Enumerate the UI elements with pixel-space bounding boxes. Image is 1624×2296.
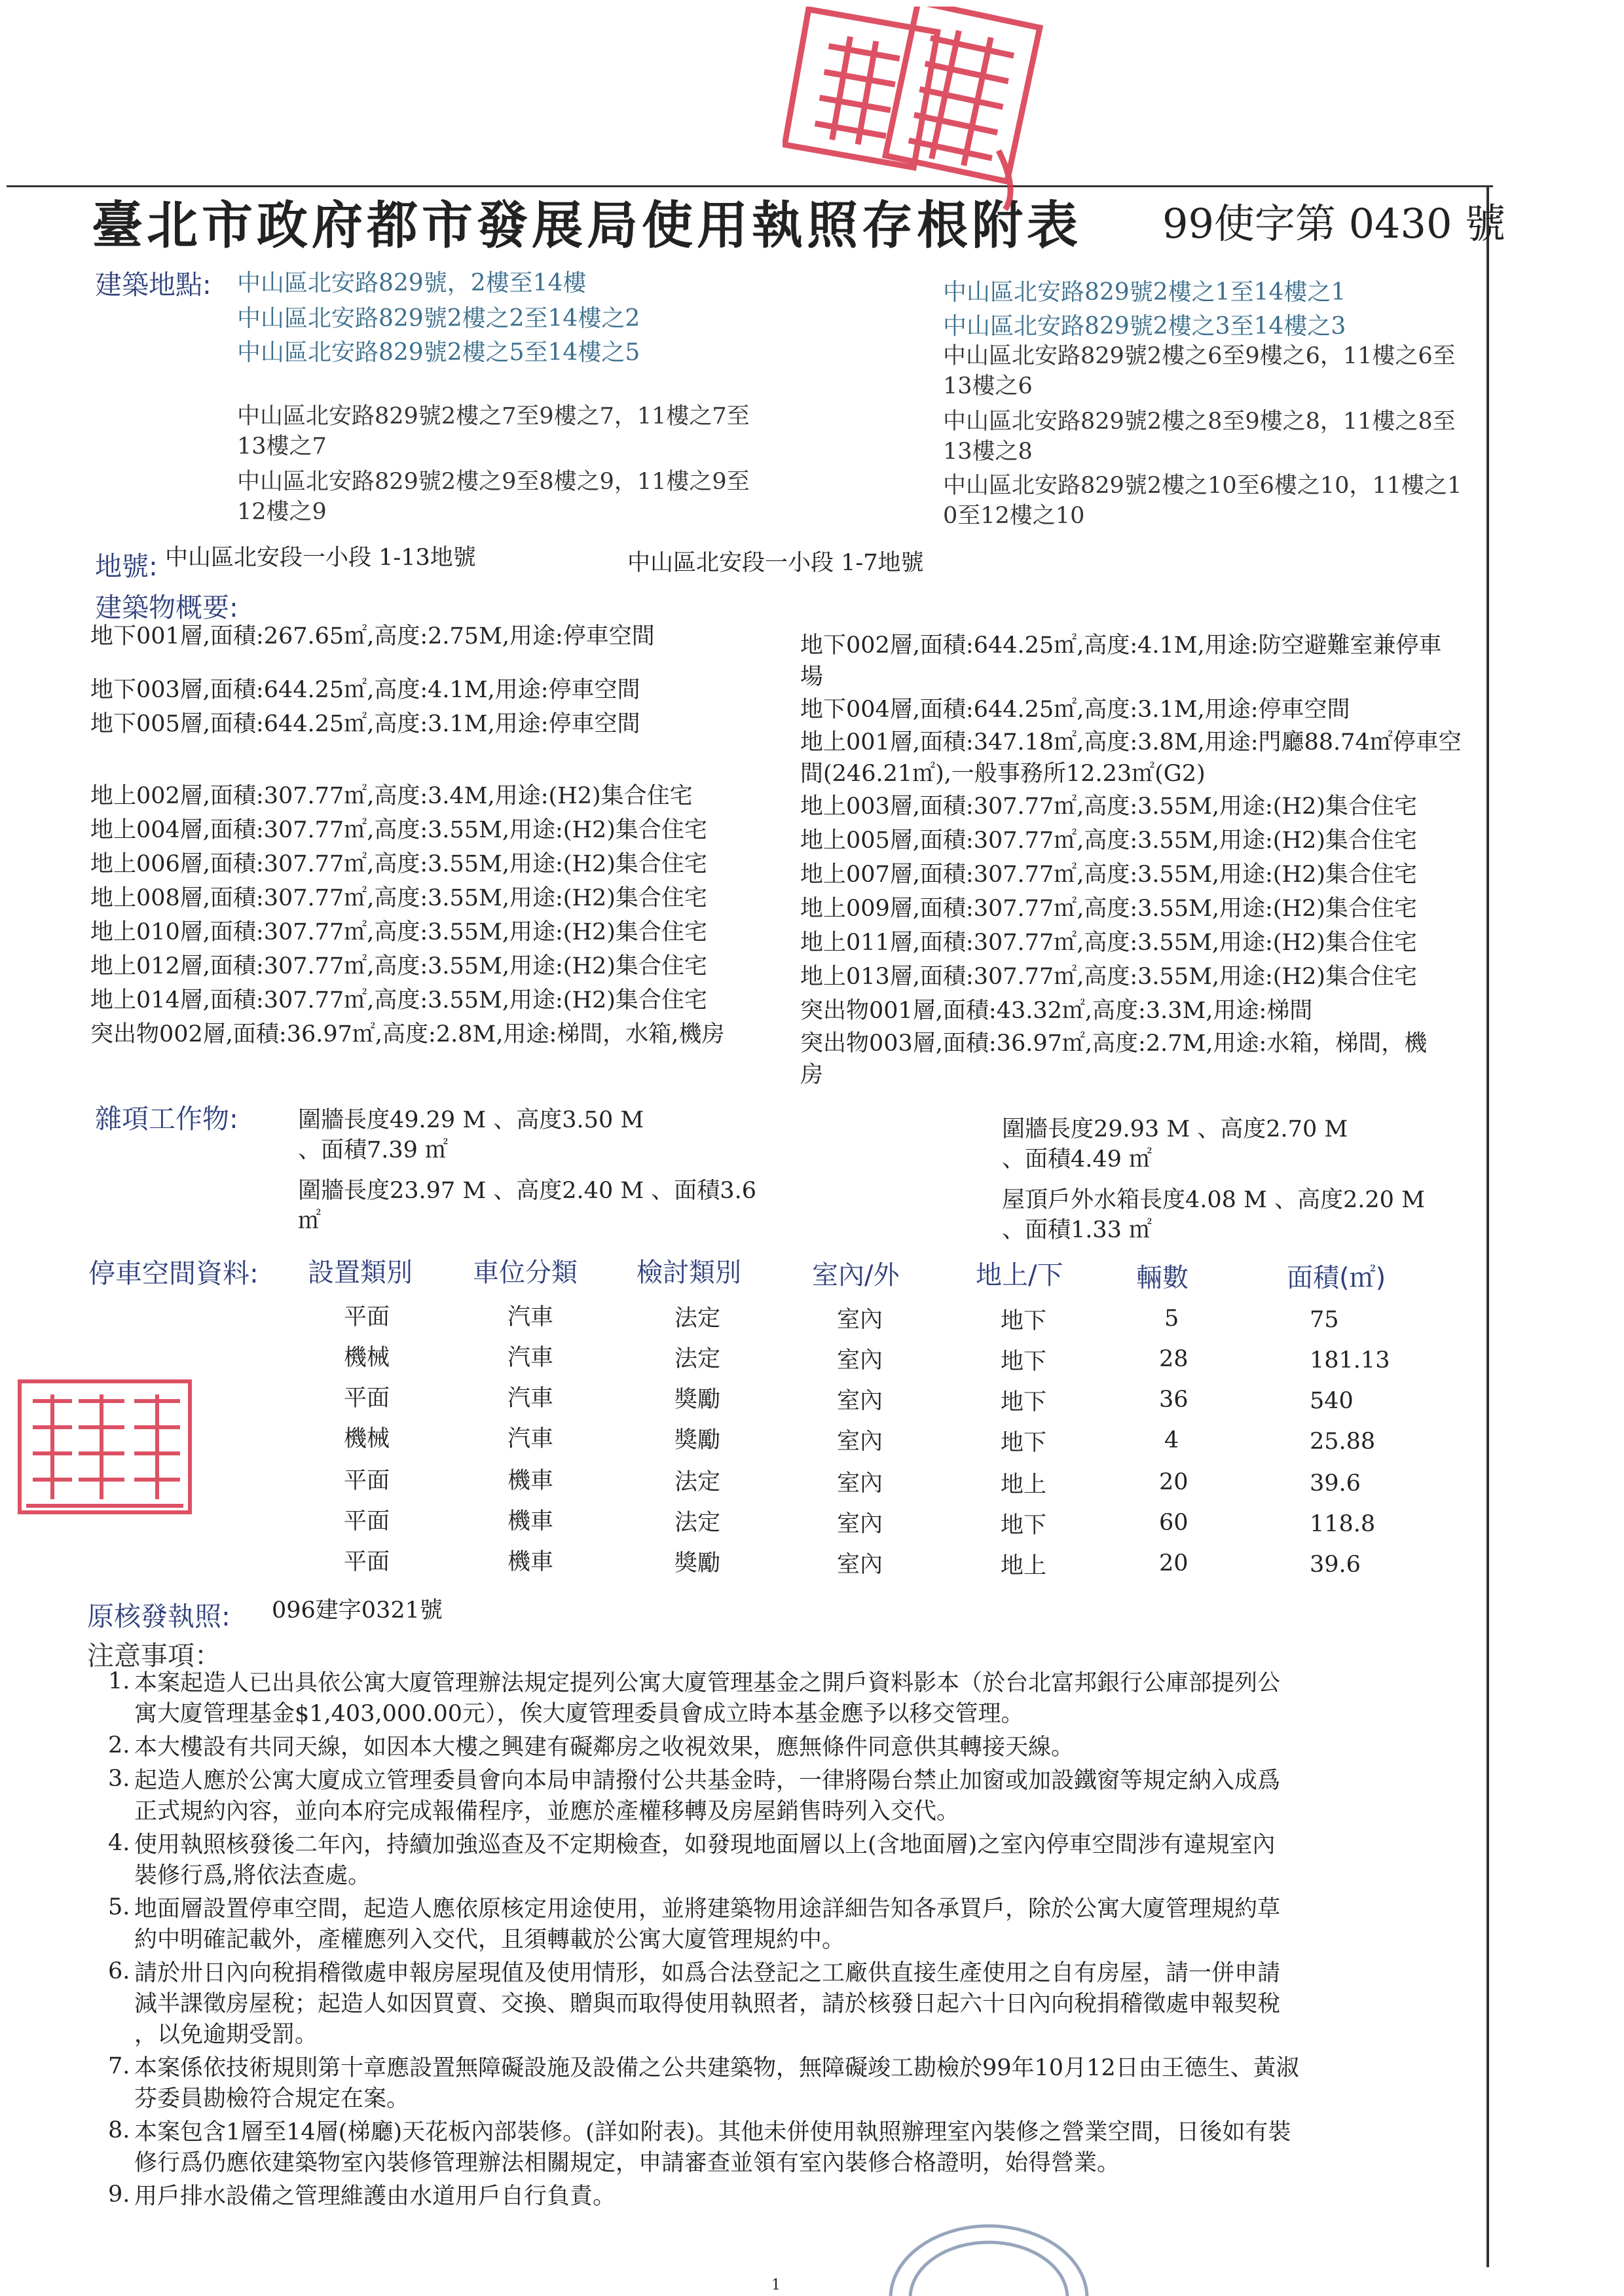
misc-label: 雜項工作物: [95,1103,238,1135]
overview-right-row: 場 [800,664,824,690]
overview-right-row: 房 [800,1062,824,1088]
parking-cell: 法定 [674,1346,721,1372]
parking-cell: 室內 [837,1552,883,1578]
overview-left-row: 地上008層,面積:307.77㎡,高度:3.55M,用途:(H2)集合住宅 [90,885,707,911]
parking-header-indoor: 室內/外 [812,1260,900,1290]
site-right-line-3: 中山區北安路829號2樓之6至9樓之6，11樓之6至 [943,343,1456,369]
site-right-line-5: 中山區北安路829號2樓之8至9樓之8，11樓之8至 [943,409,1456,435]
overview-left-row: 地上004層,面積:307.77㎡,高度:3.55M,用途:(H2)集合住宅 [90,817,707,843]
parking-cell: 機械 [344,1426,390,1452]
parking-cell: 181.13 [1310,1347,1390,1374]
parking-cell: 平面 [344,1508,390,1535]
note-number: 9. [108,2181,130,2208]
note-line: 本案係依技術規則第十章應設置無障礙設施及設備之公共建築物，無障礙竣工勘檢於99年10月12日由王德生、黃淑 [134,2055,1299,2081]
overview-left-row: 地上012層,面積:307.77㎡,高度:3.55M,用途:(H2)集合住宅 [90,953,707,979]
overview-right-row: 地上011層,面積:307.77㎡,高度:3.55M,用途:(H2)集合住宅 [800,930,1417,956]
parking-cell: 汽車 [507,1304,554,1330]
lot-value-2: 中山區北安段一小段 1-7地號 [627,550,924,576]
misc-right-line-3: 屋頂戶外水箱長度4.08 M 、高度2.20 M [1002,1187,1425,1213]
overview-left-row: 地上006層,面積:307.77㎡,高度:3.55M,用途:(H2)集合住宅 [90,851,707,877]
site-left-line-4: 中山區北安路829號2樓之7至9樓之7，11樓之7至 [237,403,750,429]
parking-cell: 118.8 [1310,1511,1376,1537]
parking-cell: 平面 [344,1385,390,1412]
note-number: 2. [108,1732,130,1758]
lot-label: 地號: [95,551,158,582]
parking-cell: 室內 [837,1470,883,1497]
official-seal-left [13,1375,196,1519]
misc-left-line-2: 、面積7.39 ㎡ [298,1137,449,1163]
note-number: 4. [108,1830,130,1856]
lot-value-1: 中山區北安段一小段 1-13地號 [165,545,476,571]
notes-list [108,1668,1496,2212]
overview-right-row: 突出物003層,面積:36.97㎡,高度:2.7M,用途:水箱，梯間，機 [800,1030,1428,1057]
parking-label: 停車空間資料: [88,1258,259,1289]
note-line: 請於卅日內向稅捐稽徵處申報房屋現值及使用情形，如爲合法登記之工廠供直接生產使用之自有房屋，請一併申請 [134,1960,1281,1986]
overview-right-row: 地上013層,面積:307.77㎡,高度:3.55M,用途:(H2)集合住宅 [800,964,1417,990]
parking-cell: 室內 [837,1388,883,1414]
parking-cell: 20 [1159,1469,1189,1495]
parking-cell: 汽車 [507,1385,554,1412]
overview-left-row: 地上014層,面積:307.77㎡,高度:3.55M,用途:(H2)集合住宅 [90,987,707,1013]
misc-right-line-1: 圍牆長度29.93 M 、高度2.70 M [1002,1116,1348,1142]
parking-cell: 獎勵 [674,1427,721,1453]
parking-header-level: 地上/下 [976,1260,1063,1290]
parking-cell: 法定 [674,1469,721,1495]
parking-cell: 法定 [674,1510,721,1536]
note-item [108,1766,1496,1827]
overview-right-row: 地上009層,面積:307.77㎡,高度:3.55M,用途:(H2)集合住宅 [800,896,1417,922]
overview-label: 建築物概要: [95,592,238,623]
parking-cell: 法定 [674,1305,721,1332]
parking-cell: 39.6 [1310,1470,1361,1497]
overview-left-row: 地上010層,面積:307.77㎡,高度:3.55M,用途:(H2)集合住宅 [90,919,707,945]
note-item [108,1668,1496,1730]
overview-left-row: 地下005層,面積:644.25㎡,高度:3.1M,用途:停車空間 [90,711,640,737]
parking-header-vehicle: 車位分類 [473,1258,578,1288]
overview-left-row: 突出物002層,面積:36.97㎡,高度:2.8M,用途:梯間，水箱,機房 [90,1021,725,1048]
overview-right-row: 地上005層,面積:307.77㎡,高度:3.55M,用途:(H2)集合住宅 [800,828,1417,854]
overview-left-spacer [90,653,784,673]
site-label: 建築地點: [95,269,212,301]
site-right-line-6: 13樓之8 [943,439,1033,465]
overview-right-row: 地下002層,面積:644.25㎡,高度:4.1M,用途:防空避難室兼停車 [800,632,1442,659]
note-item [108,1894,1496,1956]
site-left-line-3: 中山區北安路829號2樓之5至14樓之5 [237,339,640,366]
note-number: 5. [108,1894,130,1920]
parking-cell: 75 [1310,1307,1339,1333]
parking-cell: 平面 [344,1549,390,1575]
parking-cell: 汽車 [507,1426,554,1452]
parking-cell: 5 [1164,1305,1179,1332]
parking-cell: 室內 [837,1347,883,1374]
parking-cell: 地下 [1001,1430,1047,1456]
note-line: ，以免逾期受罰。 [134,2022,318,2048]
parking-cell: 機車 [507,1549,554,1575]
overview-left-spacer [90,741,784,779]
overview-right-row: 突出物001層,面積:43.32㎡,高度:3.3M,用途:梯間 [800,998,1313,1024]
note-line: 使用執照核發後二年內，持續加強巡查及不定期檢查，如發現地面層以上(含地面層)之室內停車空間涉有違規室內 [134,1832,1276,1858]
note-line: 本案起造人已出具依公寓大廈管理辦法規定提列公寓大廈管理基金之開戶資料影本（於台北富邦銀行公庫部提列公 [134,1670,1281,1696]
page-number: 1 [771,2277,781,2293]
note-number: 3. [108,1766,130,1792]
parking-cell: 平面 [344,1468,390,1494]
parking-cell: 獎勵 [674,1550,721,1576]
note-line: 寓大廈管理基金$1,403,000.00元），俟大廈管理委員會成立時本基金應予以移交管理。 [134,1701,1024,1727]
site-left-line-2: 中山區北安路829號2樓之2至14樓之2 [237,305,640,332]
note-line: 裝修行爲,將依法查處。 [134,1863,371,1889]
parking-cell: 28 [1159,1346,1189,1372]
note-line: 本案包含1層至14層(梯廳)天花板內部裝修。(詳如附表)。其他未併使用執照辦理室內裝修之營業空間，日後如有裝 [134,2119,1291,2145]
note-line: 地面層設置停車空間，起造人應依原核定用途使用，並將建築物用途詳細告知各承買戶，除於公寓大廈管理規約草 [134,1896,1281,1922]
parking-cell: 39.6 [1310,1552,1361,1578]
overview-left-row: 地下001層,面積:267.65㎡,高度:2.75M,用途:停車空間 [90,623,655,649]
official-seal-top [783,7,1044,223]
parking-cell: 平面 [344,1304,390,1330]
site-left-line-5: 13樓之7 [237,433,327,460]
official-seal-bottom [884,2213,1094,2296]
note-line: 芬委員勘檢符合規定在案。 [134,2086,410,2112]
site-left-line-7: 12樓之9 [237,499,327,525]
site-right-line-7: 中山區北安路829號2樓之10至6樓之10，11樓之1 [943,473,1462,499]
overview-left-row: 地上002層,面積:307.77㎡,高度:3.4M,用途:(H2)集合住宅 [90,783,693,809]
parking-cell: 機車 [507,1468,554,1494]
site-right-line-8: 0至12樓之10 [943,503,1085,529]
note-item [108,1732,1496,1763]
parking-cell: 機械 [344,1345,390,1371]
parking-cell: 36 [1159,1387,1189,1413]
original-permit-label: 原核發執照: [87,1601,231,1632]
overview-right-row: 地上003層,面積:307.77㎡,高度:3.55M,用途:(H2)集合住宅 [800,793,1417,820]
parking-cell: 地下 [1001,1512,1047,1539]
misc-left-line-4: ㎡ [298,1208,322,1234]
parking-cell: 地下 [1001,1389,1047,1415]
parking-cell: 汽車 [507,1345,554,1371]
parking-header-review: 檢討類別 [637,1258,741,1288]
note-line: 減半課徵房屋稅；起造人如因買賣、交換、贈與而取得使用執照者，請於核發日起六十日內向稅捐稽徵處申報契稅 [134,1991,1281,2017]
note-item [108,2181,1496,2212]
note-number: 8. [108,2117,130,2143]
parking-header-count: 輛數 [1136,1263,1189,1293]
parking-cell: 4 [1164,1427,1179,1453]
parking-cell: 地下 [1001,1308,1047,1334]
note-line: 本大樓設有共同天線，如因本大樓之興建有礙鄰房之收視效果，應無條件同意供其轉接天線。 [134,1734,1075,1760]
parking-header-area: 面積(㎡) [1287,1263,1386,1293]
parking-header-type: 設置類別 [308,1258,413,1288]
misc-right-line-2: 、面積4.49 ㎡ [1002,1146,1153,1173]
note-number: 7. [108,2053,130,2079]
parking-cell: 25.88 [1310,1429,1376,1455]
overview-right-row: 地上007層,面積:307.77㎡,高度:3.55M,用途:(H2)集合住宅 [800,862,1417,888]
parking-cell: 60 [1159,1510,1189,1536]
parking-cell: 20 [1159,1550,1189,1576]
parking-cell: 室內 [837,1429,883,1455]
overview-left-column [90,619,784,1051]
overview-right-row: 地上001層,面積:347.18㎡,高度:3.8M,用途:門廳88.74㎡停車空 [800,729,1462,756]
misc-left-line-1: 圍牆長度49.29 M 、高度3.50 M [298,1107,644,1133]
note-item [108,1958,1496,2050]
note-line: 用戶排水設備之管理維護由水道用戶自行負責。 [134,2183,616,2210]
overview-right-row: 間(246.21㎡),一般事務所12.23㎡(G2) [800,761,1206,787]
overview-right-row: 地下004層,面積:644.25㎡,高度:3.1M,用途:停車空間 [800,697,1350,723]
overview-left-row: 地下003層,面積:644.25㎡,高度:4.1M,用途:停車空間 [90,677,640,703]
note-line: 修行爲仍應依建築物室內裝修管理辦法相關規定，申請審查並領有室內裝修合格證明，始得營業。 [134,2150,1120,2176]
site-right-line-2: 中山區北安路829號2樓之3至14樓之3 [943,313,1346,340]
parking-cell: 540 [1310,1388,1354,1414]
parking-cell: 獎勵 [674,1387,721,1413]
note-number: 1. [108,1668,130,1694]
permit-number: 99使字第 0430 號 [1162,200,1506,247]
site-left-line-6: 中山區北安路829號2樓之9至8樓之9，11樓之9至 [237,469,750,495]
parking-cell: 地上 [1001,1472,1047,1498]
page-title: 臺北市政府都市發展局使用執照存根附表 [92,196,1082,255]
note-item [108,2117,1496,2179]
parking-cell: 地下 [1001,1349,1047,1375]
note-line: 約中明確記載外，產權應列入交代，且須轉載於公寓大廈管理規約中。 [134,1927,845,1953]
parking-cell: 室內 [837,1511,883,1537]
misc-left-line-3: 圍牆長度23.97 M 、高度2.40 M 、面積3.6 [298,1178,756,1204]
original-permit-value: 096建字0321號 [272,1597,443,1624]
misc-right-line-4: 、面積1.33 ㎡ [1002,1217,1153,1243]
parking-cell: 地上 [1001,1553,1047,1579]
overview-right-column [800,630,1488,1091]
note-number: 6. [108,1958,130,1984]
note-item [108,1830,1496,1891]
note-line: 起造人應於公寓大廈成立管理委員會向本局申請撥付公共基金時，一律將陽台禁止加窗或加設鐵窗等規定納入成爲 [134,1768,1281,1794]
site-left-line-1: 中山區北安路829號，2樓至14樓 [237,270,587,297]
parking-cell: 室內 [837,1307,883,1333]
notes-label: 注意事項： [87,1640,221,1671]
note-line: 正式規約內容，並向本府完成報備程序，並應於產權移轉及房屋銷售時列入交代。 [134,1798,960,1825]
note-item [108,2053,1496,2115]
site-right-line-4: 13樓之6 [943,373,1033,399]
site-right-line-1: 中山區北安路829號2樓之1至14樓之1 [943,279,1346,306]
parking-cell: 機車 [507,1508,554,1535]
